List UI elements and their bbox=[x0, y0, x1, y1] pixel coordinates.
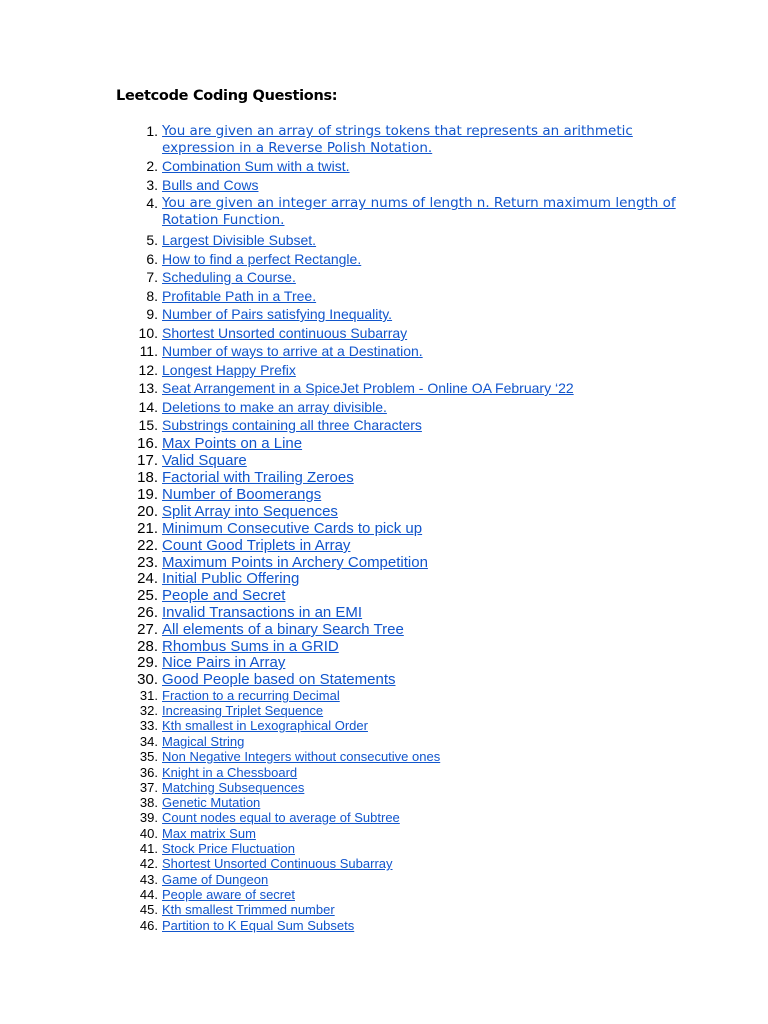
question-link[interactable]: Number of Pairs satisfying Inequality. bbox=[162, 306, 393, 322]
list-item-number: 9. bbox=[146, 306, 158, 322]
list-item-number: 13. bbox=[138, 380, 158, 396]
list-item-number: 1. bbox=[146, 123, 158, 139]
list-item-number: 18. bbox=[137, 469, 158, 486]
question-link[interactable]: Maximum Points in Archery Competition bbox=[162, 554, 428, 571]
question-link[interactable]: Number of ways to arrive at a Destination. bbox=[162, 343, 423, 359]
question-link[interactable]: Longest Happy Prefix bbox=[162, 362, 296, 378]
list-item-number: 5. bbox=[146, 232, 158, 248]
question-link[interactable]: Bulls and Cows bbox=[162, 177, 259, 193]
question-link[interactable]: Factorial with Trailing Zeroes bbox=[162, 469, 354, 486]
question-link[interactable]: How to find a perfect Rectangle. bbox=[162, 251, 362, 267]
list-item-number: 3. bbox=[146, 177, 158, 193]
question-link[interactable]: Magical String bbox=[162, 734, 245, 749]
list-item-number: 19. bbox=[137, 486, 158, 503]
question-link[interactable]: You are given an array of strings tokens that represents an arithmetic expression in a Reverse Polish Notation. bbox=[162, 123, 633, 156]
question-link[interactable]: Non Negative Integers without consecutive ones bbox=[162, 749, 441, 764]
list-item-number: 10. bbox=[138, 325, 158, 341]
question-link[interactable]: Good People based on Statements bbox=[162, 671, 396, 688]
list-item-number: 32. bbox=[139, 703, 158, 718]
list-item-number: 8. bbox=[146, 288, 158, 304]
question-link[interactable]: Valid Square bbox=[162, 452, 247, 469]
question-link[interactable]: Combination Sum with a twist. bbox=[162, 158, 350, 174]
list-item-number: 6. bbox=[146, 251, 158, 267]
list-item-number: 42. bbox=[139, 856, 158, 871]
question-link[interactable]: You are given an integer array nums of length n. Return maximum length of Rotation Function. bbox=[162, 195, 676, 228]
question-link[interactable]: Fraction to a recurring Decimal bbox=[162, 688, 340, 703]
question-link[interactable]: Seat Arrangement in a SpiceJet Problem - Online OA February ‘22 bbox=[162, 380, 574, 396]
list-item-number: 16. bbox=[137, 435, 158, 452]
list-item-number: 34. bbox=[139, 734, 158, 749]
list-item-number: 39. bbox=[139, 810, 158, 825]
list-item-number: 43. bbox=[139, 872, 158, 887]
list-item-number: 37. bbox=[139, 780, 158, 795]
list-item-number: 28. bbox=[137, 638, 158, 655]
question-link[interactable]: Deletions to make an array divisible. bbox=[162, 399, 387, 415]
list-item-number: 27. bbox=[137, 621, 158, 638]
list-item-number: 25. bbox=[137, 587, 158, 604]
list-item-number: 40. bbox=[139, 826, 158, 841]
question-link[interactable]: Max matrix Sum bbox=[162, 826, 256, 841]
list-item-number: 26. bbox=[137, 604, 158, 621]
list-item-number: 7. bbox=[146, 269, 158, 285]
question-link[interactable]: Invalid Transactions in an EMI bbox=[162, 604, 363, 621]
question-link[interactable]: All elements of a binary Search Tree bbox=[162, 621, 404, 638]
question-link[interactable]: Largest Divisible Subset. bbox=[162, 232, 317, 248]
list-item-number: 45. bbox=[139, 902, 158, 917]
list-item-number: 44. bbox=[139, 887, 158, 902]
question-link[interactable]: Profitable Path in a Tree. bbox=[162, 288, 317, 304]
question-link[interactable]: Matching Subsequences bbox=[162, 780, 305, 795]
list-item-number: 12. bbox=[138, 362, 158, 378]
question-link[interactable]: Split Array into Sequences bbox=[162, 503, 338, 520]
list-item-number: 11. bbox=[139, 343, 158, 359]
question-link[interactable]: Initial Public Offering bbox=[162, 570, 300, 587]
list-item-number: 30. bbox=[137, 671, 158, 688]
list-item-number: 23. bbox=[137, 554, 158, 571]
list-item-number: 41. bbox=[139, 841, 158, 856]
question-link[interactable]: Stock Price Fluctuation bbox=[162, 841, 295, 856]
list-item-number: 38. bbox=[139, 795, 158, 810]
question-link[interactable]: Rhombus Sums in a GRID bbox=[162, 638, 339, 655]
list-item-number: 46. bbox=[139, 918, 158, 933]
question-link[interactable]: People aware of secret bbox=[162, 887, 295, 902]
page-title: Leetcode Coding Questions: bbox=[116, 88, 338, 104]
question-link[interactable]: Knight in a Chessboard bbox=[162, 765, 298, 780]
question-link[interactable]: Partition to K Equal Sum Subsets bbox=[162, 918, 355, 933]
question-link[interactable]: Shortest Unsorted continuous Subarray bbox=[162, 325, 408, 341]
list-item-number: 14. bbox=[138, 399, 158, 415]
question-link[interactable]: Genetic Mutation bbox=[162, 795, 261, 810]
question-link[interactable]: People and Secret bbox=[162, 587, 286, 604]
question-link[interactable]: Shortest Unsorted Continuous Subarray bbox=[162, 856, 393, 871]
question-link[interactable]: Minimum Consecutive Cards to pick up bbox=[162, 520, 423, 537]
list-item-number: 4. bbox=[146, 195, 158, 211]
list-item-number: 15. bbox=[138, 417, 158, 433]
list-item-number: 2. bbox=[146, 158, 158, 174]
question-link[interactable]: Max Points on a Line bbox=[162, 435, 303, 452]
list-item-number: 36. bbox=[139, 765, 158, 780]
list-item-number: 21. bbox=[137, 520, 158, 537]
question-link[interactable]: Count nodes equal to average of Subtree bbox=[162, 810, 400, 825]
question-link[interactable]: Kth smallest in Lexographical Order bbox=[162, 718, 368, 733]
list-item-number: 29. bbox=[137, 654, 158, 671]
list-item-number: 22. bbox=[137, 537, 158, 554]
question-link[interactable]: Substrings containing all three Characters bbox=[162, 417, 422, 433]
list-item-number: 24. bbox=[137, 570, 158, 587]
question-link[interactable]: Scheduling a Course. bbox=[162, 269, 296, 285]
list-item-number: 20. bbox=[137, 503, 158, 520]
list-item-number: 33. bbox=[139, 718, 158, 733]
list-item-number: 17. bbox=[137, 452, 158, 469]
question-link[interactable]: Count Good Triplets in Array bbox=[162, 537, 351, 554]
list-item-number: 35. bbox=[139, 749, 158, 764]
question-link[interactable]: Increasing Triplet Sequence bbox=[162, 703, 324, 718]
question-link[interactable]: Kth smallest Trimmed number bbox=[162, 902, 335, 917]
question-link[interactable]: Game of Dungeon bbox=[162, 872, 269, 887]
list-item-number: 31. bbox=[139, 688, 158, 703]
question-link[interactable]: Number of Boomerangs bbox=[162, 486, 322, 503]
question-link[interactable]: Nice Pairs in Array bbox=[162, 654, 286, 671]
